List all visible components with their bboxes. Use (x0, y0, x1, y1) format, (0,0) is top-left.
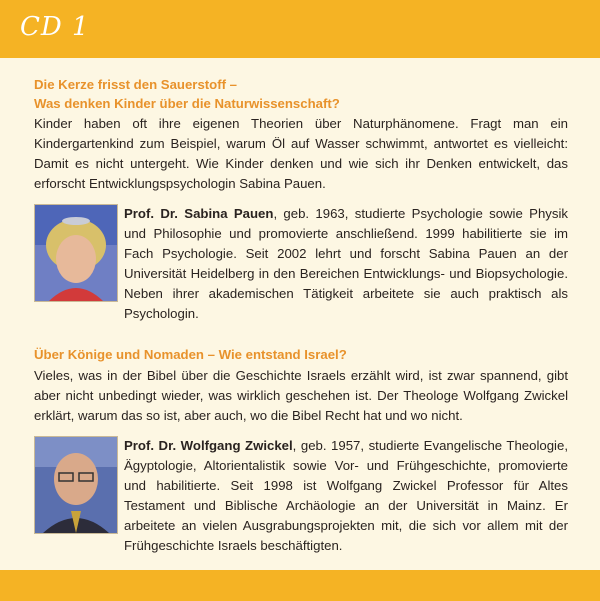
section1-bio (34, 204, 568, 324)
section1-title (34, 76, 568, 113)
section1-title-line1: Die Kerze frisst den Sauerstoff – (34, 77, 238, 92)
section1-title-line2: Was denken Kinder über die Naturwissenschaft? (34, 95, 340, 111)
section2-bio-text (124, 436, 568, 556)
portrait-sabina-pauen (34, 204, 118, 302)
section1-bio-name: Prof. Dr. Sabina Pauen (124, 206, 274, 221)
booklet-content (34, 76, 568, 556)
section1-body: Kinder haben oft ihre eigenen Theorien über Naturphänomene. Fragt man ein Kindergartenkind zum Beispiel, warum Öl auf Wasser schwimmt, antwortet es vielleicht: Damit es nicht untergeht. Wie Kinder denken und wie sich ihr Denken entwickelt, das erforscht Entwicklungspsychologin Sabina Pauen. (34, 116, 568, 191)
header-band (0, 0, 600, 58)
section2-body: Vieles, was in der Bibel über die Geschichte Israels erzählt wird, ist zwar spannend, gibt aber nicht unbedingt wieder, was wirklich geschehen ist. Der Theologe Wolfgang Zwickel erklärt, warum das so ist, aber auch, wo die Bibel Recht hat und wo nicht. (34, 367, 568, 423)
section1-bio-text (124, 204, 568, 324)
footer-band (0, 570, 600, 601)
section1-bio-details: , geb. 1963, studierte Psychologie sowie Physik und Philosophie und promovierte anschließend. 1999 habilitierte sie im Fach Psychologie. Seit 2002 lehrt und forscht Sabina Pauen an der Universität Heidelberg in den Bereichen Entwicklungs- und Biopsychologie. Neben ihrer akademischen Tätigkeit arbeitete sie auch praktisch als Psychologin. (124, 206, 568, 321)
section2-title: Über Könige und Nomaden – Wie entstand Israel? (34, 347, 347, 362)
portrait-wolfgang-zwickel-image (35, 437, 117, 533)
section2-bio-details: , geb. 1957, studierte Evangelische Theologie, Ägyptologie, Altorientalistik sowie Vor- und Frühgeschichte, promovierte und habilitierte. Seit 1998 ist Wolfgang Zwickel Professor für Altes Testament und Biblische Archäologie an der Universität in Mainz. Er arbeitete an vielen Ausgrabungsprojekten mit, die sich vor allem mit der Frühgeschichte Israels beschäftigten. (124, 437, 568, 553)
section2 (34, 346, 568, 556)
cd-label: CD 1 (20, 12, 90, 42)
section2-bio (34, 436, 568, 556)
portrait-wolfgang-zwickel (34, 436, 118, 534)
section2-bio-name: Prof. Dr. Wolfgang Zwickel (124, 437, 293, 453)
portrait-sabina-pauen-image (35, 205, 117, 301)
